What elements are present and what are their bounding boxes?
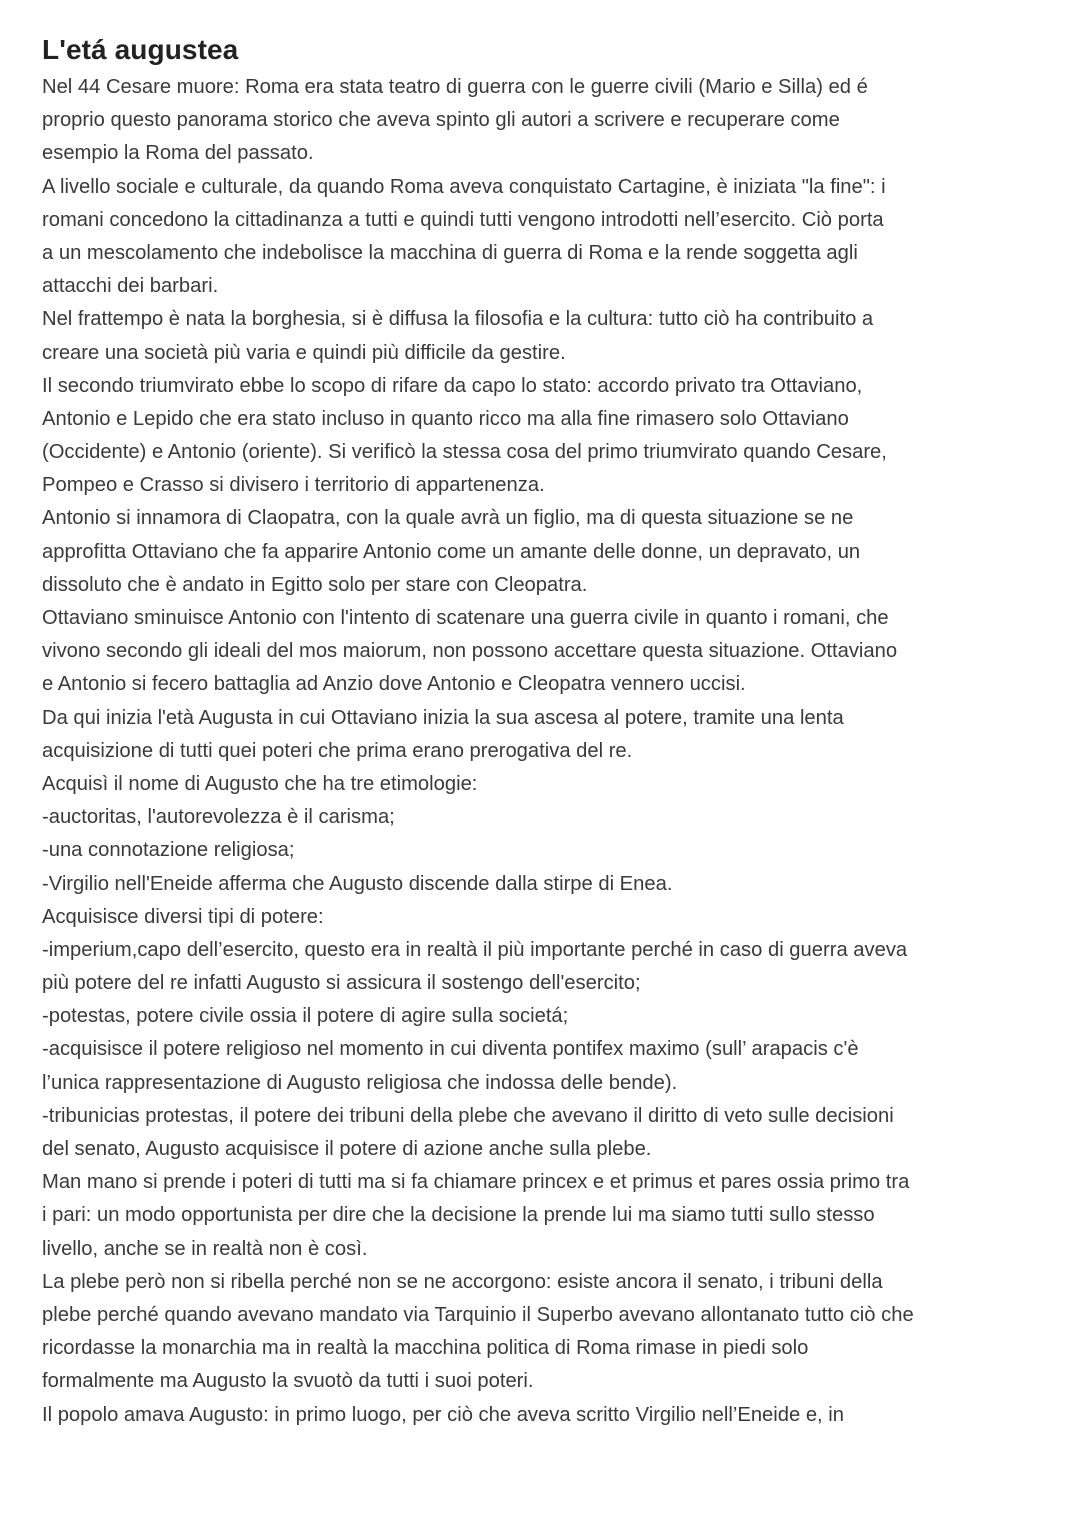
- document-page: [42, 30, 1052, 1432]
- text-line: ricordasse la monarchia ma in realtà la macchina politica di Roma rimase in piedi solo: [42, 1337, 809, 1360]
- text-line: -acquisisce il potere religioso nel momento in cui diventa pontifex maximo (sull’ arapacis c'è: [42, 1038, 859, 1061]
- text-line: acquisizione di tutti quei poteri che prima erano prerogativa del re.: [42, 739, 633, 762]
- text-line: esempio la Roma del passato.: [42, 142, 314, 165]
- text-line: l’unica rappresentazione di Augusto religiosa che indossa delle bende).: [42, 1071, 678, 1094]
- text-line: Il popolo amava Augusto: in primo luogo, per ciò che aveva scritto Virgilio nell’Eneide e, in: [42, 1403, 844, 1426]
- text-line: Pompeo e Crasso si divisero i territorio di appartenenza.: [42, 474, 545, 497]
- document-body: [42, 71, 1052, 1432]
- text-line: Antonio e Lepido che era stato incluso in quanto ricco ma alla fine rimasero solo Ottaviano: [42, 407, 849, 430]
- text-line: dissoluto che è andato in Egitto solo per stare con Cleopatra.: [42, 573, 588, 596]
- text-line: i pari: un modo opportunista per dire che la decisione la prende lui ma siamo tutti sullo stesso: [42, 1204, 875, 1227]
- text-line: attacchi dei barbari.: [42, 275, 219, 298]
- text-line: livello, anche se in realtà non è così.: [42, 1237, 368, 1260]
- text-line: del senato, Augusto acquisisce il potere di azione anche sulla plebe.: [42, 1138, 652, 1160]
- text-line: A livello sociale e culturale, da quando Roma aveva conquistato Cartagine, è iniziata "la fine": i: [42, 175, 886, 198]
- text-line: a un mescolamento che indebolisce la macchina di guerra di Roma e la rende soggetta agli: [42, 241, 858, 264]
- text-line: creare una società più varia e quindi più difficile da gestire.: [42, 341, 566, 364]
- text-line: Acquisì il nome di Augusto che ha tre etimologie:: [42, 772, 478, 795]
- text-line: formalmente ma Augusto la svuotò da tutti i suoi poteri.: [42, 1370, 534, 1393]
- text-line: Da qui inizia l'età Augusta in cui Ottaviano inizia la sua ascesa al potere, tramite una lenta: [42, 706, 844, 729]
- text-line: plebe perché quando avevano mandato via Tarquinio il Superbo avevano allontanato tutto ciò che: [42, 1303, 914, 1326]
- text-line: Antonio si innamora di Claopatra, con la quale avrà un figlio, ma di questa situazione se ne: [42, 507, 854, 530]
- text-line: più potere del re infatti Augusto si assicura il sostengo dell'esercito;: [42, 972, 641, 995]
- text-line: approfitta Ottaviano che fa apparire Antonio come un amante delle donne, un depravato, un: [42, 540, 861, 563]
- text-line: -tribunicias protestas, il potere dei tribuni della plebe che avevano il diritto di veto sulle decisioni: [42, 1104, 894, 1127]
- text-line: -una connotazione religiosa;: [42, 839, 295, 862]
- text-line: proprio questo panorama storico che aveva spinto gli autori a scrivere e recuperare come: [42, 109, 840, 132]
- text-line: La plebe però non si ribella perché non se ne accorgono: esiste ancora il senato, i tribuni della: [42, 1270, 883, 1293]
- page-title: L'etá augustea: [42, 34, 239, 65]
- text-line: Acquisisce diversi tipi di potere:: [42, 905, 324, 928]
- text-line: Ottaviano sminuisce Antonio con l'intento di scatenare una guerra civile in quanto i romani, che: [42, 607, 889, 629]
- text-line: -potestas, potere civile ossia il potere di agire sulla societá;: [42, 1005, 569, 1028]
- text-line: (Occidente) e Antonio (oriente). Si verificò la stessa cosa del primo triumvirato quando Cesare,: [42, 441, 887, 464]
- text-line: Nel 44 Cesare muore: Roma era stata teatro di guerra con le guerre civili (Mario e Silla) ed é: [42, 76, 868, 98]
- text-line: vivono secondo gli ideali del mos maiorum, non possono accettare questa situazione. Ottaviano: [42, 640, 898, 663]
- text-line: Nel frattempo è nata la borghesia, si è diffusa la filosofia e la cultura: tutto ciò ha contribuito a: [42, 308, 874, 331]
- text-line: e Antonio si fecero battaglia ad Anzio dove Antonio e Cleopatra vennero uccisi.: [42, 673, 746, 696]
- text-line: -auctoritas, l'autorevolezza è il carisma;: [42, 806, 395, 829]
- text-line: romani concedono la cittadinanza a tutti e quindi tutti vengono introdotti nell’esercito. Ciò porta: [42, 208, 884, 231]
- text-line: -imperium,capo dell’esercito, questo era in realtà il più importante perché in caso di guerra aveva: [42, 938, 908, 961]
- text-line: Man mano si prende i poteri di tutti ma si fa chiamare princex e et primus et pares ossia primo tra: [42, 1171, 910, 1194]
- text-line: -Virgilio nell'Eneide afferma che Augusto discende dalla stirpe di Enea.: [42, 872, 673, 895]
- text-line: Il secondo triumvirato ebbe lo scopo di rifare da capo lo stato: accordo privato tra Ottaviano,: [42, 374, 863, 397]
